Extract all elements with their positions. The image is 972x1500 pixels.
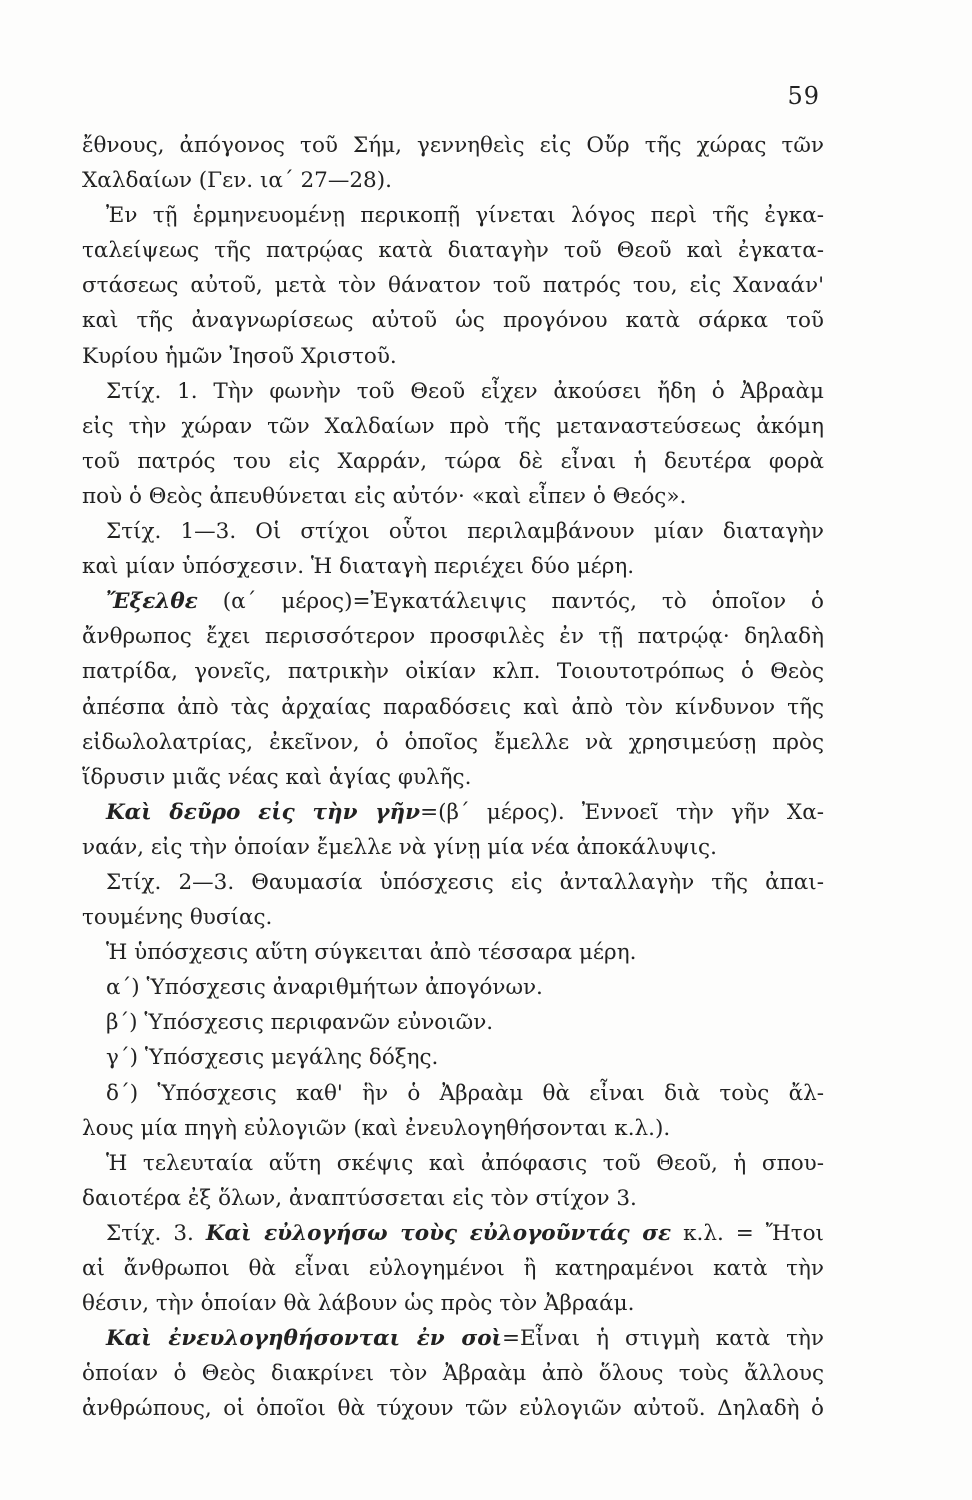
text-line bbox=[82, 654, 824, 689]
line-text: Στίχ. 1. Τὴν φωνὴν τοῦ Θεοῦ εἶχεν ἀκούσει ἤδη ὁ Ἀβραὰμ bbox=[106, 378, 824, 404]
line-text: καὶ τῆς ἀναγνωρίσεως αὐτοῦ ὡς προγόνου κατὰ σάρκα τοῦ bbox=[82, 308, 824, 334]
text-line bbox=[82, 479, 824, 514]
text-line bbox=[82, 233, 824, 268]
text-line bbox=[82, 1076, 824, 1111]
line-text: α΄) Ὑπόσχεσις ἀναριθμήτων ἀπογόνων. bbox=[106, 975, 543, 1001]
text-line bbox=[82, 163, 824, 198]
line-text: τουμένης θυσίας. bbox=[82, 905, 273, 931]
text-line bbox=[82, 268, 824, 303]
emphasized-phrase: Καὶ ἐνευλογηθήσονται ἐν σοὶ bbox=[106, 1326, 502, 1352]
text-line bbox=[82, 1181, 824, 1216]
text-line bbox=[82, 409, 824, 444]
line-text: τοῦ πατρός του εἰς Χαρράν, τώρα δὲ εἶναι ἡ δευτέρα φορὰ bbox=[82, 448, 824, 474]
line-text: δαιοτέρα ἐξ ὅλων, ἀναπτύσσεται εἰς τὸν στίχον 3. bbox=[82, 1185, 637, 1211]
line-text: αἱ ἄνθρωποι θὰ εἶναι εὐλογημένοι ἢ κατηραμένοι κατὰ τὴν bbox=[82, 1256, 824, 1281]
line-text: ἀπέσπα ἀπὸ τὰς ἀρχαίας παραδόσεις καὶ ἀπὸ τὸν κίνδυνον τῆς bbox=[82, 694, 824, 720]
line-text: Ἡ ὑπόσχεσις αὕτη σύγκειται ἀπὸ τέσσαρα μέρη. bbox=[106, 940, 637, 966]
line-text: ἀνθρώπους, οἱ ὁποῖοι θὰ τύχουν τῶν εὐλογιῶν αὐτοῦ. Δηλαδὴ ὁ bbox=[82, 1396, 824, 1422]
line-text: ὁποίαν ὁ Θεὸς διακρίνει τὸν Ἀβραὰμ ἀπὸ ὅλους τοὺς ἄλλους bbox=[82, 1361, 824, 1387]
line-text: (α΄ μέρος)=Ἐγκατάλειψις παντός, τὸ ὁποῖον ὁ bbox=[197, 589, 824, 615]
text-line bbox=[82, 1251, 824, 1286]
line-text: εἰς τὴν χώραν τῶν Χαλδαίων πρὸ τῆς μεταναστεύσεως ἀκόμη bbox=[82, 413, 824, 439]
text-line bbox=[82, 374, 824, 409]
emphasized-phrase: Καὶ εὐλογήσω τοὺς εὐλογοῦντάς σε bbox=[205, 1220, 672, 1246]
text-line bbox=[82, 1111, 824, 1146]
line-text: =(β΄ μέρος). Ἐννοεῖ τὴν γῆν Χα- bbox=[420, 799, 824, 825]
line-text: ναάν, εἰς τὴν ὁποίαν ἔμελλε νὰ γίνῃ μία νέα ἀποκάλυψις. bbox=[82, 834, 717, 860]
line-text: κ.λ. = Ἤτοι bbox=[671, 1220, 824, 1246]
text-line bbox=[82, 900, 824, 935]
line-text: ἔθνους, ἀπόγονος τοῦ Σήμ, γεννηθεὶς εἰς Οὔρ τῆς χώρας τῶν bbox=[82, 133, 824, 158]
line-text: καὶ μίαν ὑπόσχεσιν. Ἡ διαταγὴ περιέχει δύο μέρη. bbox=[82, 554, 635, 580]
line-prefix: Στίχ. 3. bbox=[106, 1220, 206, 1246]
line-text: πατρίδα, γονεῖς, πατρικὴν οἰκίαν κλπ. Τοιουτοτρόπως ὁ Θεὸς bbox=[82, 659, 824, 685]
line-text: Ἡ τελευταία αὕτη σκέψις καὶ ἀπόφασις τοῦ Θεοῦ, ἡ σπου- bbox=[106, 1150, 824, 1176]
text-line bbox=[82, 935, 824, 970]
line-text: Στίχ. 2—3. Θαυμασία ὑπόσχεσις εἰς ἀνταλλαγὴν τῆς ἀπαι- bbox=[106, 869, 824, 895]
text-line bbox=[82, 865, 824, 900]
line-text: λους μία πηγὴ εὐλογιῶν (καὶ ἐνευλογηθήσονται κ.λ.). bbox=[82, 1115, 671, 1141]
line-text: =Εἶναι ἡ στιγμὴ κατὰ τὴν bbox=[501, 1326, 824, 1352]
line-text: Ἐν τῇ ἑρμηνευομένῃ περικοπῇ γίνεται λόγος περὶ τῆς ἐγκα- bbox=[106, 203, 824, 229]
line-text: Στίχ. 1—3. Οἱ στίχοι οὗτοι περιλαμβάνουν μίαν διαταγὴν bbox=[106, 519, 824, 545]
text-line bbox=[82, 1391, 824, 1426]
text-line bbox=[82, 1040, 824, 1075]
text-line bbox=[82, 619, 824, 654]
text-line bbox=[82, 514, 824, 549]
text-line bbox=[82, 970, 824, 1005]
line-text: θέσιν, τὴν ὁποίαν θὰ λάβουν ὡς πρὸς τὸν Ἀβραάμ. bbox=[82, 1291, 635, 1317]
line-text: ποὺ ὁ Θεὸς ἀπευθύνεται εἰς αὐτόν· «καὶ εἶπεν ὁ Θεός». bbox=[82, 483, 687, 509]
line-text: στάσεως αὐτοῦ, μετὰ τὸν θάνατον τοῦ πατρός του, εἰς Χαναάν' bbox=[82, 273, 824, 299]
text-line bbox=[82, 339, 824, 374]
text-line bbox=[82, 198, 824, 233]
text-line bbox=[82, 128, 824, 163]
text-line bbox=[82, 444, 824, 479]
text-line bbox=[82, 690, 824, 725]
text-line bbox=[82, 795, 824, 830]
line-text: β΄) Ὑπόσχεσις περιφανῶν εὐνοιῶν. bbox=[106, 1010, 494, 1036]
line-text: Χαλδαίων (Γεν. ια΄ 27—28). bbox=[82, 168, 392, 194]
text-line bbox=[82, 303, 824, 338]
text-line bbox=[82, 1321, 824, 1356]
page-number: 59 bbox=[787, 82, 820, 110]
body-text bbox=[82, 128, 824, 1426]
text-line bbox=[82, 1216, 824, 1251]
text-line bbox=[82, 830, 824, 865]
text-line bbox=[82, 584, 824, 619]
line-text: Κυρίου ἡμῶν Ἰησοῦ Χριστοῦ. bbox=[82, 343, 397, 369]
text-line bbox=[82, 1146, 824, 1181]
line-text: ταλείψεως τῆς πατρῴας κατὰ διαταγὴν τοῦ Θεοῦ καὶ ἐγκατα- bbox=[82, 238, 824, 264]
text-line bbox=[82, 725, 824, 760]
line-text: δ΄) Ὑπόσχεσις καθ' ἣν ὁ Ἀβραὰμ θὰ εἶναι διὰ τοὺς ἄλ- bbox=[106, 1080, 824, 1106]
text-line bbox=[82, 549, 824, 584]
line-text: ἵδρυσιν μιᾶς νέας καὶ ἁγίας φυλῆς. bbox=[82, 764, 472, 790]
text-line bbox=[82, 760, 824, 795]
text-line bbox=[82, 1005, 824, 1040]
emphasized-phrase: Καὶ δεῦρο εἰς τὴν γῆν bbox=[106, 799, 421, 825]
line-text: εἰδωλολατρίας, ἐκεῖνον, ὁ ὁποῖος ἔμελλε νὰ χρησιμεύσῃ πρὸς bbox=[82, 729, 824, 755]
line-text: ἄνθρωπος ἔχει περισσότερον προσφιλὲς ἐν τῇ πατρῴᾳ· δηλαδὴ bbox=[82, 624, 824, 650]
text-line bbox=[82, 1286, 824, 1321]
line-text: γ΄) Ὑπόσχεσις μεγάλης δόξης. bbox=[106, 1045, 439, 1071]
emphasized-phrase: Ἔξελθε bbox=[106, 589, 198, 615]
text-line bbox=[82, 1356, 824, 1391]
